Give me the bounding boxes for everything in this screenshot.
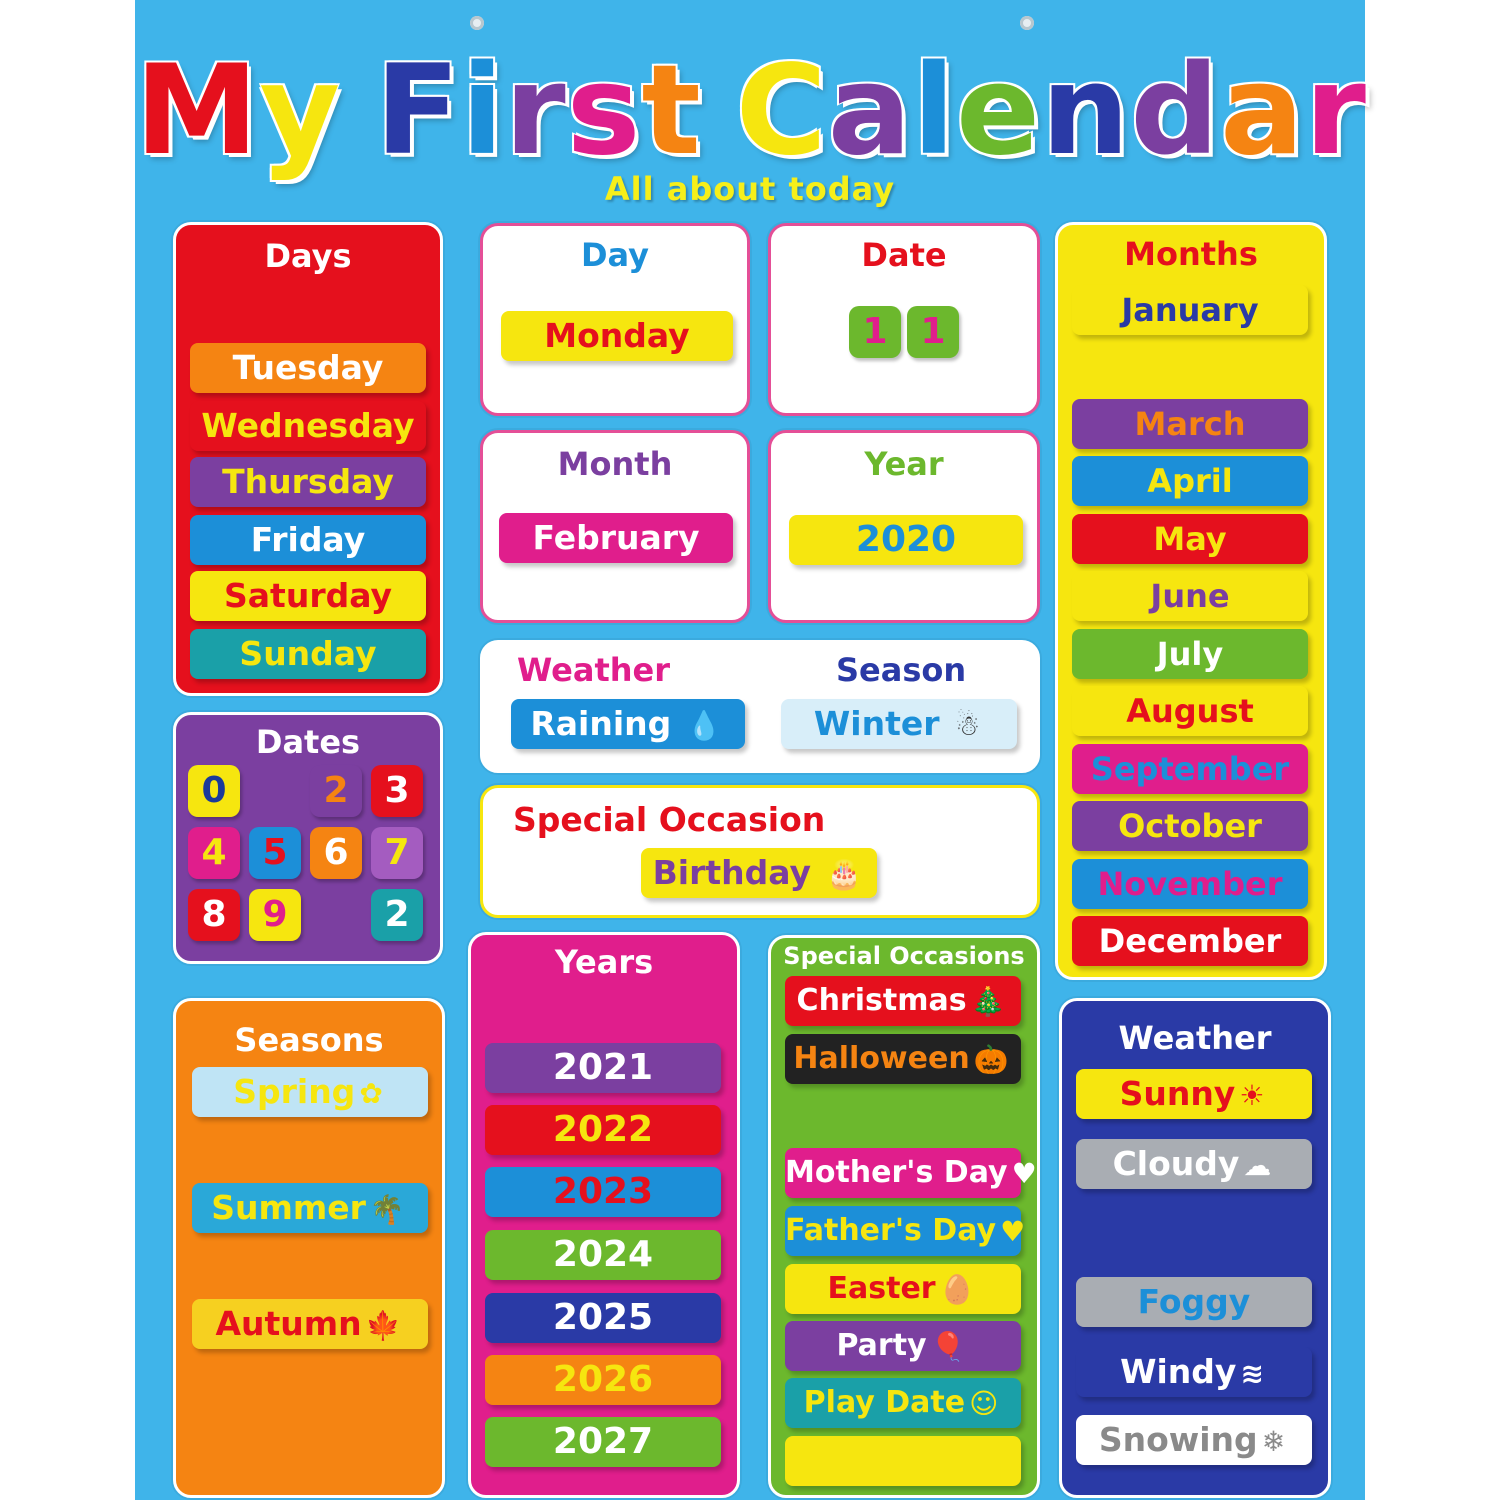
occasion-strip-label: Christmas (796, 983, 967, 1018)
spring-flower-icon: ✿ (359, 1076, 383, 1110)
season-card-value-label: Winter (813, 704, 940, 743)
month-strip[interactable]: June (1072, 571, 1308, 621)
cloud-icon: ☁ (1243, 1148, 1272, 1182)
weather-strip[interactable] (1076, 1347, 1312, 1397)
date-tile[interactable]: 9 (249, 889, 301, 941)
snowflake-icon: ❄ (1261, 1424, 1286, 1458)
weather-strip-label: Sunny (1119, 1074, 1236, 1113)
weather-strip[interactable] (1076, 1069, 1312, 1119)
occasion-strip[interactable] (785, 976, 1021, 1026)
date-tile[interactable]: 6 (310, 827, 362, 879)
day-strip[interactable]: Friday (190, 515, 426, 565)
occasions-panel (768, 935, 1040, 1498)
title-letter: r (1304, 39, 1367, 183)
month-strip[interactable]: May (1072, 514, 1308, 564)
date-tile[interactable]: 7 (371, 827, 423, 879)
month-strip[interactable]: April (1072, 456, 1308, 506)
kids-icon: ☺ (969, 1386, 999, 1420)
month-strip[interactable]: September (1072, 744, 1308, 794)
month-strip[interactable]: March (1072, 399, 1308, 449)
date-digit-ones[interactable]: 1 (907, 306, 959, 358)
sun-icon: ☀ (1239, 1078, 1265, 1112)
wind-icon: ≋ (1240, 1356, 1264, 1390)
occasion-strip-label: Easter (827, 1271, 936, 1306)
christmas-tree-icon: 🎄 (970, 984, 1006, 1018)
title-letter: y (259, 39, 342, 183)
month-strip[interactable]: August (1072, 686, 1308, 736)
month-strip[interactable]: January (1072, 285, 1308, 335)
seasons-panel-title: Seasons (234, 1021, 384, 1059)
occasions-panel-title: Special Occasions (783, 942, 1025, 970)
special-occasion-title: Special Occasion (513, 800, 826, 839)
years-panel (468, 932, 740, 1498)
year-strip[interactable]: 2024 (485, 1230, 721, 1280)
day-strip[interactable]: Wednesday (190, 401, 426, 451)
month-card (480, 430, 750, 623)
date-card (768, 223, 1040, 416)
title-letter: t (641, 39, 702, 183)
month-card-title: Month (557, 445, 673, 483)
occasion-strip[interactable] (785, 1264, 1021, 1314)
weather-panel-title: Weather (1118, 1019, 1272, 1057)
occasion-strip[interactable] (785, 1321, 1021, 1371)
balloons-icon: 🎈 (930, 1329, 966, 1363)
date-card-title: Date (861, 236, 947, 274)
day-card-title: Day (580, 236, 650, 274)
date-tile[interactable]: 8 (188, 889, 240, 941)
day-strip[interactable]: Sunday (190, 629, 426, 679)
year-card-value[interactable]: 2020 (789, 515, 1023, 565)
season-card-value[interactable] (781, 699, 1017, 749)
month-strip[interactable]: July (1072, 629, 1308, 679)
hanging-hole-icon (1020, 16, 1034, 30)
title-letter: a (827, 39, 913, 183)
occasion-strip[interactable] (785, 1034, 1021, 1084)
season-strip[interactable] (192, 1183, 428, 1233)
season-strip-label: Summer (211, 1188, 366, 1227)
weather-strip-label: Cloudy (1112, 1144, 1240, 1183)
month-strip[interactable]: December (1072, 916, 1308, 966)
year-card-title: Year (864, 445, 944, 483)
title-letter: C (735, 39, 828, 183)
season-strip-label: Spring (233, 1072, 356, 1111)
special-occasion-value[interactable] (641, 848, 877, 898)
month-card-value[interactable]: February (499, 513, 733, 563)
page-subtitle: All about today (604, 170, 896, 208)
year-strip[interactable]: 2022 (485, 1105, 721, 1155)
dates-panel (173, 712, 443, 964)
snowman-icon: ☃ (955, 708, 981, 742)
pumpkin-icon: 🎃 (973, 1042, 1009, 1076)
occasion-strip[interactable] (785, 1206, 1026, 1256)
year-strip[interactable]: 2023 (485, 1167, 721, 1217)
easter-egg-icon: 🥚 (939, 1272, 975, 1306)
occasion-strip[interactable] (785, 1436, 1021, 1486)
date-tile[interactable]: 2 (371, 889, 423, 941)
day-strip[interactable]: Tuesday (190, 343, 426, 393)
date-tile[interactable]: 2 (310, 765, 362, 817)
date-tile[interactable]: 0 (188, 765, 240, 817)
occasion-strip-label: Play Date (803, 1385, 966, 1420)
month-strip[interactable]: October (1072, 801, 1308, 851)
special-occasion-value-label: Birthday (652, 853, 812, 892)
year-strip[interactable]: 2027 (485, 1417, 721, 1467)
birthday-cake-icon: 🎂 (826, 857, 862, 891)
year-strip[interactable]: 2021 (485, 1043, 721, 1093)
autumn-leaf-icon: 🍁 (365, 1308, 401, 1342)
day-card (480, 223, 750, 416)
month-strip[interactable]: November (1072, 859, 1308, 909)
page-title (135, 36, 1365, 186)
title-letter: F (375, 39, 461, 183)
occasion-strip-label: Mother's Day (785, 1155, 1008, 1190)
days-panel-title: Days (264, 237, 352, 275)
date-tile[interactable]: 5 (249, 827, 301, 879)
season-strip-label: Autumn (215, 1304, 362, 1343)
palm-tree-icon: 🌴 (369, 1192, 405, 1226)
season-card-title: Season (836, 651, 967, 689)
occasion-strip-label: Father's Day (785, 1213, 997, 1248)
title-letter: a (1220, 39, 1305, 183)
months-panel-title: Months (1124, 235, 1258, 273)
weather-card-value-label: Raining (530, 704, 672, 743)
raindrops-icon: 💧 (686, 708, 722, 742)
occasion-strip[interactable] (785, 1148, 1037, 1198)
date-tile[interactable]: 4 (188, 827, 240, 879)
occasion-strip-label: Halloween (793, 1041, 970, 1076)
dates-panel-title: Dates (255, 723, 361, 761)
weather-strip[interactable]: Foggy (1076, 1277, 1312, 1327)
mother-icon: ♥ (1011, 1156, 1037, 1190)
date-digit-tens[interactable]: 1 (849, 306, 901, 358)
season-strip[interactable] (192, 1299, 428, 1349)
years-panel-title: Years (554, 943, 654, 981)
calendar-board (135, 0, 1365, 1500)
year-strip[interactable]: 2025 (485, 1293, 721, 1343)
title-letter: n (1041, 39, 1131, 183)
title-letter: s (566, 39, 642, 183)
title-letter: e (955, 39, 1042, 183)
father-icon: ♥ (1000, 1214, 1026, 1248)
year-card (768, 430, 1040, 623)
title-letter: d (1130, 39, 1221, 183)
occasion-strip[interactable] (785, 1378, 1021, 1428)
weather-season-card (480, 640, 1040, 773)
title-letter: l (912, 39, 956, 183)
date-tile[interactable]: 3 (371, 765, 423, 817)
day-strip[interactable]: Saturday (190, 571, 426, 621)
seasons-panel (173, 998, 445, 1498)
weather-strip-label: Windy (1120, 1352, 1237, 1391)
weather-card-value[interactable] (511, 699, 745, 749)
day-card-value[interactable]: Monday (501, 311, 733, 361)
weather-strip-label: Snowing (1098, 1420, 1258, 1459)
title-letter: r (504, 39, 567, 183)
weather-strip[interactable] (1076, 1415, 1312, 1465)
weather-card-title: Weather (517, 651, 671, 689)
weather-strip[interactable] (1076, 1139, 1312, 1189)
weather-panel (1059, 998, 1331, 1498)
special-occasion-card (480, 785, 1040, 918)
season-strip[interactable] (192, 1067, 428, 1117)
day-strip[interactable]: Thursday (190, 457, 426, 507)
year-strip[interactable]: 2026 (485, 1355, 721, 1405)
days-panel (173, 222, 443, 696)
title-letter: i (460, 39, 505, 183)
title-letter: M (135, 39, 260, 183)
occasion-strip-label: Party (836, 1328, 927, 1363)
hanging-hole-icon (470, 16, 484, 30)
months-panel (1055, 222, 1327, 980)
